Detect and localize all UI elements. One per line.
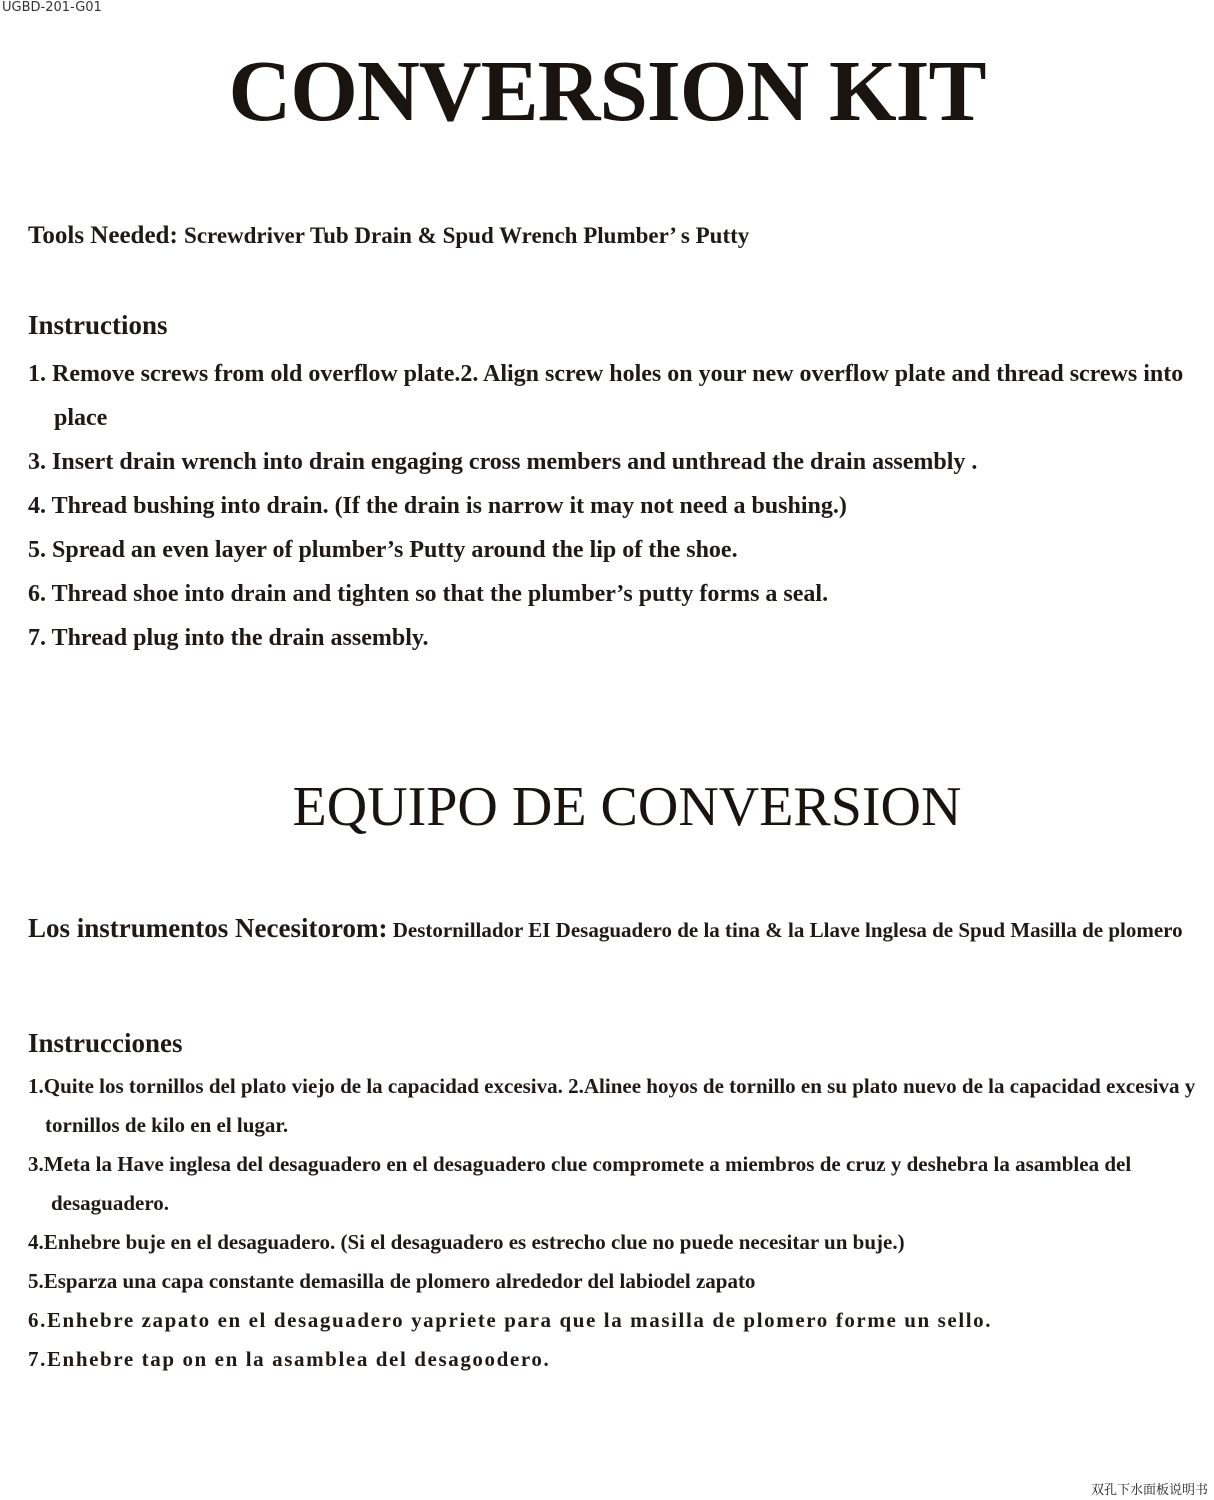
spanish-title: EQUIPO DE CONVERSION [292, 776, 962, 838]
spanish-steps-list [28, 1067, 1198, 1379]
footer-note: 双孔下水面板说明书 [1090, 1483, 1208, 1498]
spanish-step: 7.Enhebre tap on en la asamblea del desagoodero. [28, 1347, 551, 1371]
english-step: 7. Thread plug into the drain assembly. [28, 625, 429, 651]
spanish-step: 6.Enhebre zapato en el desaguadero yapriete para que la masilla de plomero forme un sello. [28, 1308, 993, 1332]
document-code: UGBD-201-G01 [2, 0, 102, 15]
spanish-instructions-heading: Instrucciones [28, 1028, 183, 1058]
spanish-step: 4.Enhebre buje en el desaguadero. (Si el desaguadero es estrecho clue no puede necesitar un buje.) [28, 1230, 905, 1254]
spanish-tools-needed [28, 909, 1198, 950]
instructions-heading: Instructions [28, 310, 168, 340]
english-steps-list [28, 352, 1198, 660]
spanish-tools-label: Los instrumentos Necesitorom: [28, 913, 388, 943]
english-step: 3. Insert drain wrench into drain engaging cross members and unthread the drain assembly . [28, 449, 978, 475]
english-step: 5. Spread an even layer of plumber’s Putty around the lip of the shoe. [28, 537, 738, 563]
spanish-step: 5.Esparza una capa constante demasilla de plomero alrededor del labiodel zapato [28, 1269, 756, 1293]
spanish-tools-items: Destornillador EI Desaguadero de la tina & la Llave lnglesa de Spud Masilla de plomero [392, 918, 1183, 942]
english-step: 1. Remove screws from old overflow plate.2. Align screw holes on your new overflow plate and thread screws into place [28, 361, 1184, 431]
spanish-step: 1.Quite los tornillos del plato viejo de la capacidad excesiva. 2.Alinee hoyos de tornillo en su plato nuevo de la capacidad excesiva y tornillos de kilo en el lugar. [28, 1074, 1196, 1137]
english-step: 4. Thread bushing into drain. (If the drain is narrow it may not need a bushing.) [28, 493, 847, 519]
tools-needed [28, 222, 749, 250]
english-title: CONVERSION KIT [228, 42, 986, 139]
spanish-step: 3.Meta la Have inglesa del desaguadero en el desaguadero clue compromete a miembros de cruz y deshebra la asamblea del desaguadero. [28, 1152, 1132, 1215]
english-step: 6. Thread shoe into drain and tighten so that the plumber’s putty forms a seal. [28, 581, 829, 607]
tools-items: Screwdriver Tub Drain & Spud Wrench Plumber’ s Putty [184, 223, 750, 248]
tools-label: Tools Needed: [28, 222, 178, 249]
